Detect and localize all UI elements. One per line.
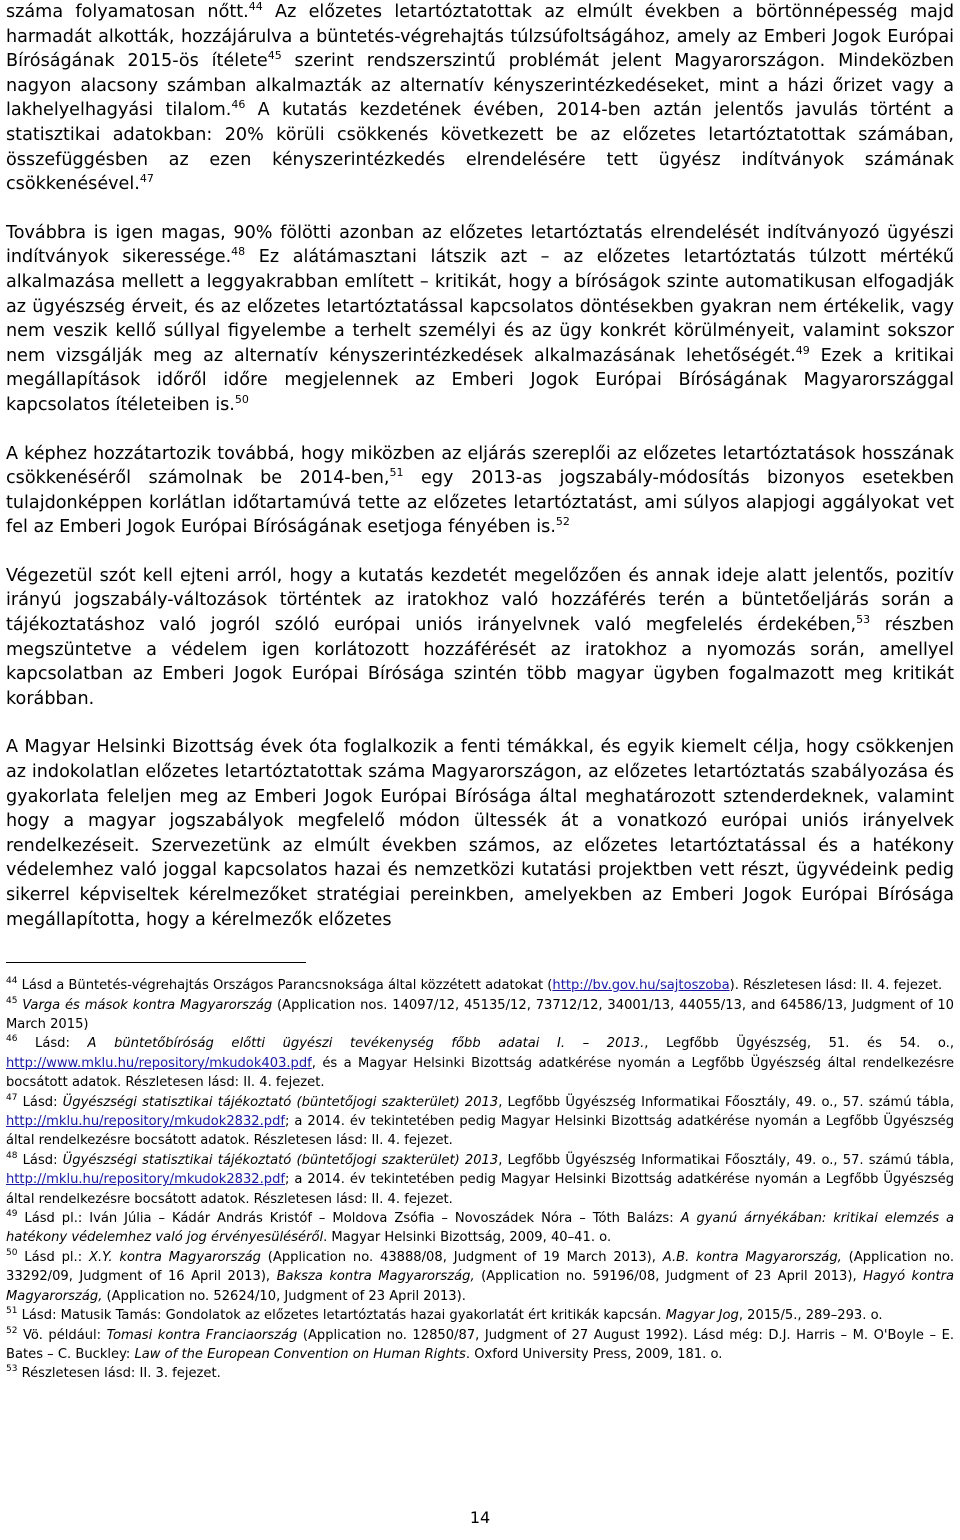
italic-title: Varga és mások kontra Magyarország: [22, 997, 273, 1013]
text-run: , Legfőbb Ügyészség Informatikai Főosztály, 49. o., 57. számú tábla,: [498, 1094, 954, 1110]
footnote-marker: 46: [231, 98, 246, 112]
text-run: . Oxford University Press, 2009, 181. o.: [465, 1346, 723, 1362]
text-run: , Legfőbb Ügyészség Informatikai Főosztály, 49. o., 57. számú tábla,: [498, 1152, 954, 1168]
footnote-marker: 50: [234, 392, 249, 406]
text-run: Továbbra is igen magas, 90% fölötti azonban az előzetes letartóztatás elrendelését indítványozó ügyészi indítványok sikeressége.: [6, 222, 954, 268]
text-run: Ez alátámasztani látszik azt – az előzetes letartóztatás túlzott mértékű alkalmazása mellett a leggyakrabban említett – kritikát, hogy a bíróságok szinte automatikusan elfogadják az ügyészség érveit, és az előzetes letartóztatással kapcsolatos döntésekben gyakran nem értékelik, vagy nem veszik kellő súllyal figyelembe a terhelt személyi és az ügy konkrét körülményeit, valamint sokszor nem vizsgálják meg az alternatív kényszerintézkedések alkalmazásának lehetőségét.: [6, 247, 954, 366]
text-run: szerint rendszerszintű problémát jelent Magyarországon. Mindeközben nagyon alacsony számban alkalmazták az alternatív kényszerintézkedéseket, mint a házi őrizet vagy a lakhelyelhagyási tilalom.: [6, 51, 954, 121]
text-run: Lásd a Büntetés-végrehajtás Országos Parancsnoksága által közzétett adatokat (: [17, 978, 553, 994]
body-text: [6, 0, 954, 932]
paragraph: [6, 564, 954, 712]
footnote: [6, 976, 954, 995]
footnote: [6, 1248, 954, 1306]
text-run: A képhez hozzátartozik továbbá, hogy miközben az eljárás szereplői az előzetes letartóztatások hosszának csökkenéséről számolnak be 2014-ben,: [6, 443, 954, 489]
footnote-marker: 49: [6, 1209, 18, 1220]
footnotes: [6, 976, 954, 1384]
paragraph: [6, 0, 954, 197]
text-run: ). Részletesen lásd: II. 4. fejezet.: [729, 978, 943, 994]
text-run: (Application nos. 14097/12, 45135/12, 73712/12, 34001/13, 44055/13, and 64586/13, Judgment of 10 March 2015): [6, 997, 954, 1032]
footnote-marker: 47: [6, 1092, 18, 1103]
text-run: száma folyamatosan nőtt.: [6, 2, 249, 22]
text-run: , Legfőbb Ügyészség, 51. és 54. o.,: [644, 1036, 955, 1052]
text-run: Lásd:: [17, 1152, 63, 1168]
italic-title: A.B. kontra Magyarország,: [662, 1249, 842, 1265]
text-run: , és a Magyar Helsinki Bizottság adatkérése nyomán a Legfőbb Ügyészség által rendelkezésre bocsátott adatok. Részletesen lásd: II. 4. fejezet.: [6, 1055, 954, 1091]
hyperlink[interactable]: http://bv.gov.hu/sajtoszoba: [552, 978, 730, 994]
footnote-marker: 45: [6, 995, 18, 1006]
text-run: Ezek a kritikai megállapítások időről időre megjelennek az Emberi Jogok Európai Bíróságának Magyarországgal kapcsolatos ítéleteiben is.: [6, 345, 954, 415]
paragraph: [6, 221, 954, 418]
footnote-marker: 48: [6, 1150, 18, 1161]
footnote-marker: 44: [6, 976, 18, 987]
footnote: [6, 1034, 954, 1092]
text-run: A Magyar Helsinki Bizottság évek óta foglalkozik a fenti témákkal, és egyik kiemelt célja, hogy csökkenjen az indokolatlan előzetes letartóztatottak száma Magyarországon, az előzetes letartóztatás szabályozása és gyakorlata feleljen meg az Emberi Jogok Európai Bírósága által meghatározott sztenderdeknek, valamint hogy a magyar jogszabályok megfelelő módon ültessék át a vonatkozó európai uniós irányelvek rendelkezéseit. Szervezetünk az elmúlt években számos, az előzetes letartóztatással és a hatékony védelemhez való joggal kapcsolatos hazai és nemzetközi kutatási projektben vett részt, ügyvédeink pedig sikerrel képviseltek kérelmezőket stratégiai pereinkben, amelyekben az Emberi Jogok Európai Bírósága megállapította, hogy a kérelmezők előzetes: [6, 737, 954, 930]
text-run: Lásd pl.:: [17, 1249, 89, 1265]
text-run: egy 2013-as jogszabály-módosítás bizonyos esetekben tulajdonképpen korlátlan időtartamúvá tette az előzetes letartóztatást, ami súlyos alapjogi aggályokat vet fel az Emberi Jogok Európai Bíróságának esetjoga fényében is.: [6, 468, 954, 538]
footnote: [6, 1306, 954, 1325]
text-run: (Application no. 12850/87, Judgment of 27 August 1992). Lásd még: D.J. Harris – M. O'Boyle – E. Bates – C. Buckley:: [6, 1327, 955, 1362]
italic-title: Ügyészségi statisztikai tájékoztató (büntetőjogi szakterület) 2013: [62, 1094, 499, 1110]
page-number: 14: [469, 1508, 491, 1527]
footnote-marker: 51: [389, 466, 404, 480]
text-run: Az előzetes letartóztatottak az elmúlt években a börtönnépesség majd harmadát alkották, hozzájárulva a büntetés-végrehajtás túlzsúfoltságához, amely az Emberi Jogok Európai Bíróságának 2015-ös ítélete: [6, 2, 954, 72]
hyperlink[interactable]: http://www.mklu.hu/repository/mkudok403.pdf: [6, 1055, 312, 1071]
text-run: Lásd pl.: Iván Júlia – Kádár András Kristóf – Moldova Zsófia – Novoszádek Nóra – Tóth Balázs:: [17, 1211, 681, 1227]
italic-title: Law of the European Convention on Human Rights: [134, 1346, 466, 1362]
italic-title: Baksza kontra Magyarország,: [276, 1269, 475, 1285]
footnote-marker: 45: [267, 49, 282, 63]
italic-title: Hagyó kontra Magyarország,: [6, 1269, 954, 1304]
footnote-marker: 48: [231, 245, 246, 259]
hyperlink[interactable]: http://mklu.hu/repository/mkudok2832.pdf: [6, 1114, 286, 1130]
footnote-marker: 52: [555, 515, 570, 529]
footnote-separator: [6, 962, 306, 963]
italic-title: Magyar Jog: [665, 1308, 739, 1324]
italic-title: A gyanú árnyékában: kritikai elemzés a hatékony védelemhez való jog érvényesüléséről: [6, 1211, 954, 1246]
footnote: [6, 1151, 954, 1209]
text-run: Vö. például:: [17, 1327, 107, 1343]
document-page: [6, 0, 954, 1384]
text-run: Lásd: Matusik Tamás: Gondolatok az előzetes letartóztatás hazai gyakorlatát ért kritikák kapcsán.: [17, 1308, 666, 1324]
footnote-marker: 44: [248, 0, 263, 13]
text-run: (Application no. 52624/10, Judgment of 23 April 2013).: [102, 1288, 466, 1304]
text-run: Lásd:: [17, 1094, 63, 1110]
footnote-marker: 47: [139, 172, 154, 186]
footnote-marker: 46: [6, 1034, 18, 1045]
paragraph: [6, 735, 954, 932]
footnote: [6, 1364, 954, 1383]
footnote-marker: 49: [795, 343, 810, 357]
text-run: . Magyar Helsinki Bizottság, 2009, 40–41. o.: [323, 1230, 612, 1246]
text-run: ; a 2014. év tekintetében pedig Magyar Helsinki Bizottság adatkérése nyomán a Legfőbb Ügyészség által rendelkezésre bocsátott adatok. Részletesen lásd: II. 4. fejezet.: [6, 1114, 954, 1149]
text-run: Végezetül szót kell ejteni arról, hogy a kutatás kezdetét megelőzően és annak ideje alatt jelentős, pozitív irányú jogszabály-változások történtek az iratokhoz való hozzáférés terén a büntetőeljárás során a tájékoztatáshoz való jogról szóló európai uniós irányelvnek való megfelelés érdekében,: [6, 565, 954, 636]
italic-title: Tomasi kontra Franciaország: [106, 1327, 298, 1343]
footnote-marker: 53: [856, 613, 871, 627]
footnote: [6, 996, 954, 1035]
footnote-marker: 51: [6, 1306, 18, 1317]
footnote: [6, 1093, 954, 1151]
footnote-marker: 52: [6, 1325, 18, 1336]
text-run: (Application no. 43888/08, Judgment of 19 March 2013),: [260, 1249, 663, 1265]
italic-title: Ügyészségi statisztikai tájékoztató (büntetőjogi szakterület) 2013: [62, 1152, 499, 1168]
text-run: részben megszüntetve a védelem igen korlátozott hozzáférését az iratokhoz a nyomozás során, amellyel kapcsolatban az Emberi Jogok Európai Bírósága szintén több magyar ügyben fogalmazott meg kritikát korábban.: [6, 615, 954, 709]
text-run: Részletesen lásd: II. 3. fejezet.: [17, 1366, 221, 1382]
text-run: A kutatás kezdetének évében, 2014-ben aztán jelentős javulás történt a statisztikai adatokban: 20% körüli csökkenés következett be az előzetes letartóztatottak számában, összefüggésben az ezen kényszerintézkedés elrendelésére tett ügyész indítványok számának csökkenésével.: [6, 100, 955, 195]
footnote: [6, 1326, 954, 1365]
hyperlink[interactable]: http://mklu.hu/repository/mkudok2832.pdf: [6, 1172, 286, 1188]
paragraph: [6, 442, 954, 540]
text-run: Lásd:: [17, 1036, 88, 1052]
italic-title: A büntetőbíróság előtti ügyészi tevékenység főbb adatai I. – 2013.: [87, 1036, 645, 1052]
italic-title: X.Y. kontra Magyarország: [88, 1249, 261, 1265]
text-run: , 2015/5., 289–293. o.: [738, 1308, 883, 1324]
footnote-marker: 53: [6, 1364, 18, 1375]
footnote: [6, 1209, 954, 1248]
text-run: ; a 2014. év tekintetében pedig Magyar Helsinki Bizottság adatkérése nyomán a Legfőbb Ügyészség által rendelkezésre bocsátott adatok. Részletesen lásd: II. 4. fejezet.: [6, 1172, 954, 1207]
text-run: (Application no. 59196/08, Judgment of 23 April 2013),: [474, 1269, 864, 1285]
footnote-marker: 50: [6, 1247, 18, 1258]
text-run: (Application no. 33292/09, Judgment of 16 April 2013),: [6, 1249, 955, 1285]
